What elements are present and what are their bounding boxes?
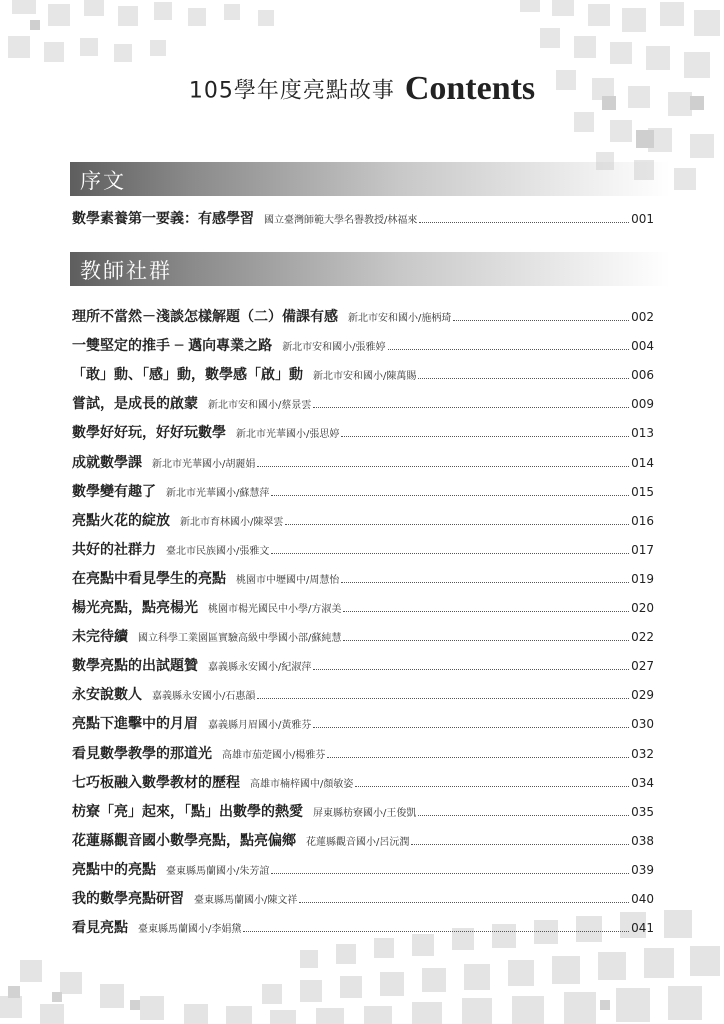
dot-leader xyxy=(313,727,629,728)
entry-author: 新北市光華國小/蘇慧萍 xyxy=(166,488,270,499)
entry-author: 屏東縣枋寮國小/王俊凱 xyxy=(313,808,417,819)
entry-title: 數學好好玩，好好玩數學 xyxy=(72,425,226,441)
entry-title: 楊光亮點，點亮楊光 xyxy=(72,600,198,616)
toc-entry[interactable] xyxy=(72,364,654,386)
entry-page: 029 xyxy=(631,688,654,702)
entry-title: 永安說數人 xyxy=(72,687,142,703)
section-header-preface xyxy=(70,162,670,196)
entry-title: 數學變有趣了 xyxy=(72,484,156,500)
section-heading: 序文 xyxy=(80,169,126,193)
entry-title: 未完待續 xyxy=(72,629,128,645)
entry-page: 006 xyxy=(631,368,654,382)
entry-page: 019 xyxy=(631,572,654,586)
dot-leader xyxy=(299,902,629,903)
entry-author: 嘉義縣永安國小/紀淑萍 xyxy=(208,662,312,673)
entry-author: 臺東縣馬蘭國小/陳文祥 xyxy=(194,895,298,906)
page-title xyxy=(0,70,724,108)
entry-title: 數學亮點的出試題贊 xyxy=(72,658,198,674)
entry-author: 高雄市茄萣國小/楊雅芬 xyxy=(222,750,326,761)
entry-title: 數學素養第一要義：有感學習 xyxy=(72,211,254,227)
entry-title: 七巧板融入數學教材的歷程 xyxy=(72,775,240,791)
entry-page: 002 xyxy=(631,310,654,324)
entry-author: 新北市光華國小/胡麗娟 xyxy=(152,459,256,470)
entry-title: 看見數學教學的那道光 xyxy=(72,746,212,762)
toc-entry[interactable] xyxy=(72,713,654,735)
entry-author: 國立科學工業園區實驗高級中學國小部/蘇純慧 xyxy=(138,633,342,644)
entry-title: 亮點火花的綻放 xyxy=(72,513,170,529)
dot-leader xyxy=(419,222,629,223)
entry-author: 新北市光華國小/張思婷 xyxy=(236,429,340,440)
dot-leader xyxy=(243,931,629,932)
entry-page: 016 xyxy=(631,514,654,528)
entry-author: 新北市育林國小/陳翠雲 xyxy=(180,517,284,528)
toc-entry[interactable] xyxy=(72,917,654,939)
dot-leader xyxy=(453,320,629,321)
entry-title: 成就數學課 xyxy=(72,455,142,471)
toc-entry[interactable] xyxy=(72,859,654,881)
entry-page: 015 xyxy=(631,485,654,499)
toc-entry[interactable] xyxy=(72,743,654,765)
entry-page: 040 xyxy=(631,892,654,906)
toc-entry[interactable] xyxy=(72,481,654,503)
dot-leader xyxy=(327,757,629,758)
entry-page: 032 xyxy=(631,747,654,761)
entry-author: 新北市安和國小/張雅婷 xyxy=(282,342,386,353)
entry-page: 020 xyxy=(631,601,654,615)
entry-author: 桃園市中壢國中/周慧怡 xyxy=(236,575,340,586)
entry-author: 臺東縣馬蘭國小/李娟黛 xyxy=(138,924,242,935)
entry-author: 高雄市楠梓國中/顏敏姿 xyxy=(250,779,354,790)
entry-author: 嘉義縣永安國小/石惠韻 xyxy=(152,691,256,702)
dot-leader xyxy=(271,553,629,554)
dot-leader xyxy=(343,640,629,641)
toc-entry[interactable] xyxy=(72,393,654,415)
dot-leader xyxy=(388,349,630,350)
entry-author: 臺東縣馬蘭國小/朱芳誼 xyxy=(166,866,270,877)
toc-entry[interactable] xyxy=(72,452,654,474)
entry-page: 009 xyxy=(631,397,654,411)
title-english: Contents xyxy=(404,70,536,107)
toc-entry[interactable] xyxy=(72,597,654,619)
entry-title: 一雙堅定的推手 ─ 邁向專業之路 xyxy=(72,338,273,354)
entry-title: 理所不當然－淺談怎樣解題（二）備課有感 xyxy=(72,309,338,325)
entry-page: 039 xyxy=(631,863,654,877)
dot-leader xyxy=(257,466,629,467)
entry-author: 花蓮縣觀音國小/呂沅潤 xyxy=(306,837,410,848)
entry-author: 臺北市民族國小/張雅文 xyxy=(166,546,270,557)
dot-leader xyxy=(257,698,629,699)
entry-page: 038 xyxy=(631,834,654,848)
toc-entry[interactable] xyxy=(72,772,654,794)
entry-title: 枋寮「亮」起來，「點」出數學的熱愛 xyxy=(72,804,303,820)
entry-page: 034 xyxy=(631,776,654,790)
entry-title: 在亮點中看見學生的亮點 xyxy=(72,571,226,587)
section-header-teacher-community xyxy=(70,252,670,286)
toc-entry[interactable] xyxy=(72,626,654,648)
toc-entry[interactable] xyxy=(72,568,654,590)
section-heading: 教師社群 xyxy=(80,259,172,283)
entry-page: 013 xyxy=(631,426,654,440)
toc-entry[interactable] xyxy=(72,422,654,444)
entry-page: 022 xyxy=(631,630,654,644)
entry-title: 共好的社群力 xyxy=(72,542,156,558)
toc-entry[interactable] xyxy=(72,655,654,677)
entry-title: 花蓮縣觀音國小數學亮點，點亮偏鄉 xyxy=(72,833,296,849)
entry-page: 027 xyxy=(631,659,654,673)
entry-page: 030 xyxy=(631,717,654,731)
entry-author: 新北市安和國小/陳萬賜 xyxy=(313,371,417,382)
title-chinese: 105學年度亮點故事 xyxy=(188,78,395,104)
toc-entry[interactable] xyxy=(72,801,654,823)
dot-leader xyxy=(313,669,629,670)
dot-leader xyxy=(313,407,629,408)
entry-page: 041 xyxy=(631,921,654,935)
entry-page: 001 xyxy=(631,212,654,226)
entry-page: 004 xyxy=(631,339,654,353)
dot-leader xyxy=(411,844,629,845)
dot-leader xyxy=(271,873,629,874)
dot-leader xyxy=(341,436,629,437)
entry-page: 014 xyxy=(631,456,654,470)
entry-page: 017 xyxy=(631,543,654,557)
entry-title: 亮點中的亮點 xyxy=(72,862,156,878)
dot-leader xyxy=(418,815,629,816)
entry-title: 我的數學亮點研習 xyxy=(72,891,184,907)
toc-entry[interactable] xyxy=(72,306,654,328)
dot-leader xyxy=(355,786,629,787)
entry-author: 桃園市楊光國民中小學/方淑美 xyxy=(208,604,342,615)
toc-entry[interactable] xyxy=(72,684,654,706)
entry-title: 嘗試，是成長的啟蒙 xyxy=(72,396,198,412)
dot-leader xyxy=(343,611,629,612)
toc-entry[interactable] xyxy=(72,510,654,532)
toc-entry[interactable] xyxy=(72,335,654,357)
dot-leader xyxy=(285,524,629,525)
dot-leader xyxy=(418,378,629,379)
toc-entry[interactable] xyxy=(72,539,654,561)
entry-author: 新北市安和國小/施柄琦 xyxy=(348,313,452,324)
toc-entry[interactable] xyxy=(72,888,654,910)
entry-title: 看見亮點 xyxy=(72,920,128,936)
entry-page: 035 xyxy=(631,805,654,819)
entry-author: 嘉義縣月眉國小/黃雅芬 xyxy=(208,720,312,731)
toc-entry[interactable] xyxy=(72,208,654,230)
entry-title: 「敢」動、「感」動，數學感「啟」動 xyxy=(72,367,303,383)
entry-title: 亮點下進擊中的月眉 xyxy=(72,716,198,732)
dot-leader xyxy=(341,582,629,583)
toc-entry[interactable] xyxy=(72,830,654,852)
entry-author: 國立臺灣師範大學名譽教授/林福來 xyxy=(264,215,418,226)
dot-leader xyxy=(271,495,629,496)
entry-author: 新北市安和國小/蔡景雲 xyxy=(208,400,312,411)
